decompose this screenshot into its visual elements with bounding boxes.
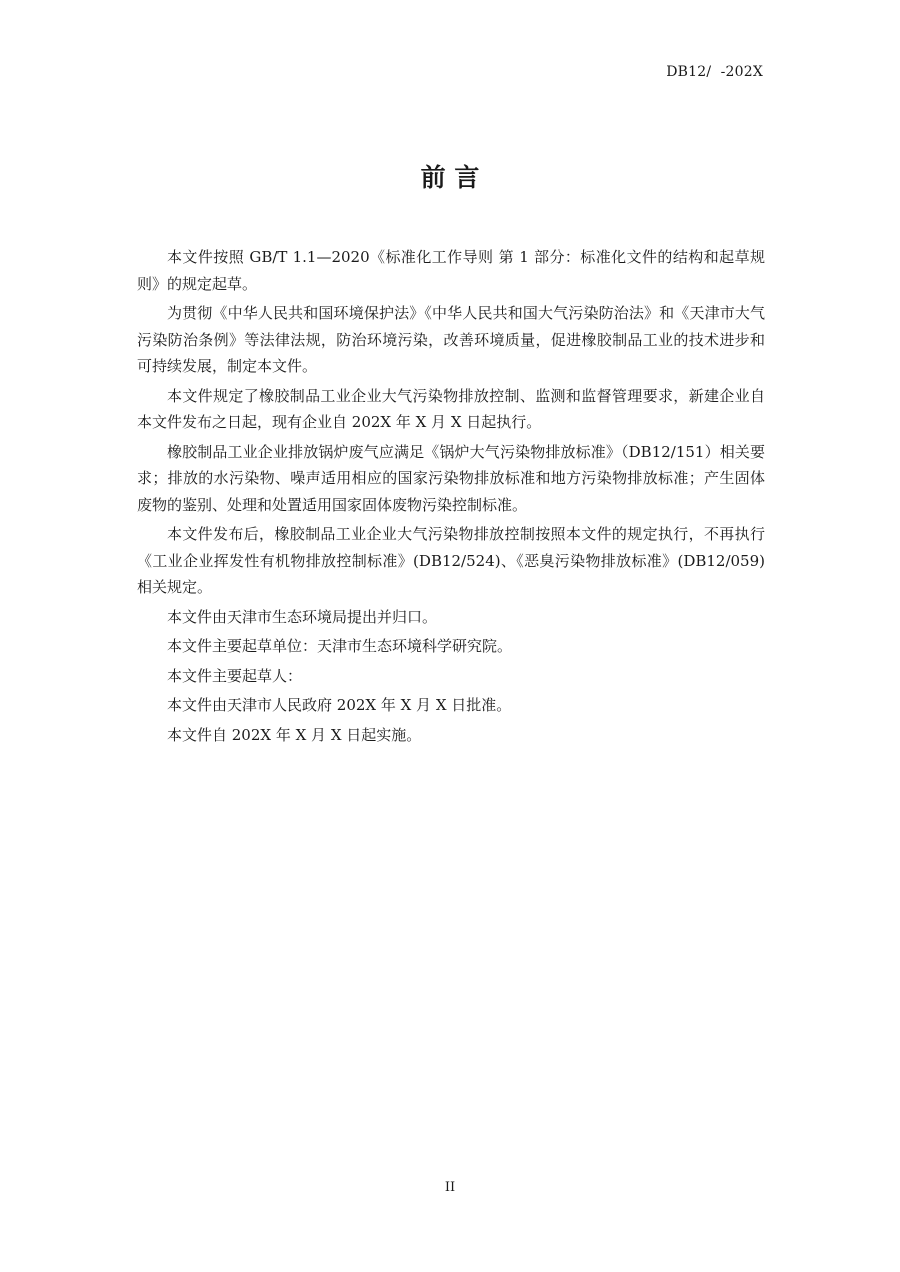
paragraph: 橡胶制品工业企业排放锅炉废气应满足《锅炉大气污染物排放标准》（DB12/151）相关要求；排放的水污染物、噪声适用相应的国家污染物排放标准和地方污染物排放标准；产生固体废物的鉴别、处理和处置适用国家固体废物污染控制标准。 bbox=[137, 442, 765, 514]
page-number: II bbox=[444, 1180, 456, 1195]
paragraph: 本文件自 202X 年 X 月 X 日起实施。 bbox=[167, 725, 422, 744]
standard-code: DB12/ -202X bbox=[666, 64, 763, 80]
paragraph: 本文件由天津市人民政府 202X 年 X 月 X 日批准。 bbox=[167, 696, 512, 714]
paragraph: 本文件主要起草单位：天津市生态环境科学研究院。 bbox=[167, 637, 513, 655]
paragraph: 本文件由天津市生态环境局提出并归口。 bbox=[167, 607, 438, 626]
document-body bbox=[137, 244, 765, 751]
page-title: 前 言 bbox=[420, 163, 480, 192]
paragraph: 为贯彻《中华人民共和国环境保护法》《中华人民共和国大气污染防治法》和《天津市大气污染防治条例》等法律法规，防治环境污染，改善环境质量，促进橡胶制品工业的技术进步和可持续发展，制定本文件。 bbox=[137, 304, 765, 375]
paragraph: 本文件规定了橡胶制品工业企业大气污染物排放控制、监测和监督管理要求，新建企业自本文件发布之日起，现有企业自 202X 年 X 月 X 日起执行。 bbox=[137, 386, 765, 431]
paragraph: 本文件按照 GB/T 1.1—2020《标准化工作导则 第 1 部分：标准化文件的结构和起草规则》的规定起草。 bbox=[137, 248, 765, 293]
paragraph: 本文件主要起草人： bbox=[167, 666, 303, 685]
paragraph: 本文件发布后，橡胶制品工业企业大气污染物排放控制按照本文件的规定执行，不再执行《工业企业挥发性有机物排放控制标准》(DB12/524)、《恶臭污染物排放标准》(DB12/059)相关规定。 bbox=[137, 525, 765, 596]
